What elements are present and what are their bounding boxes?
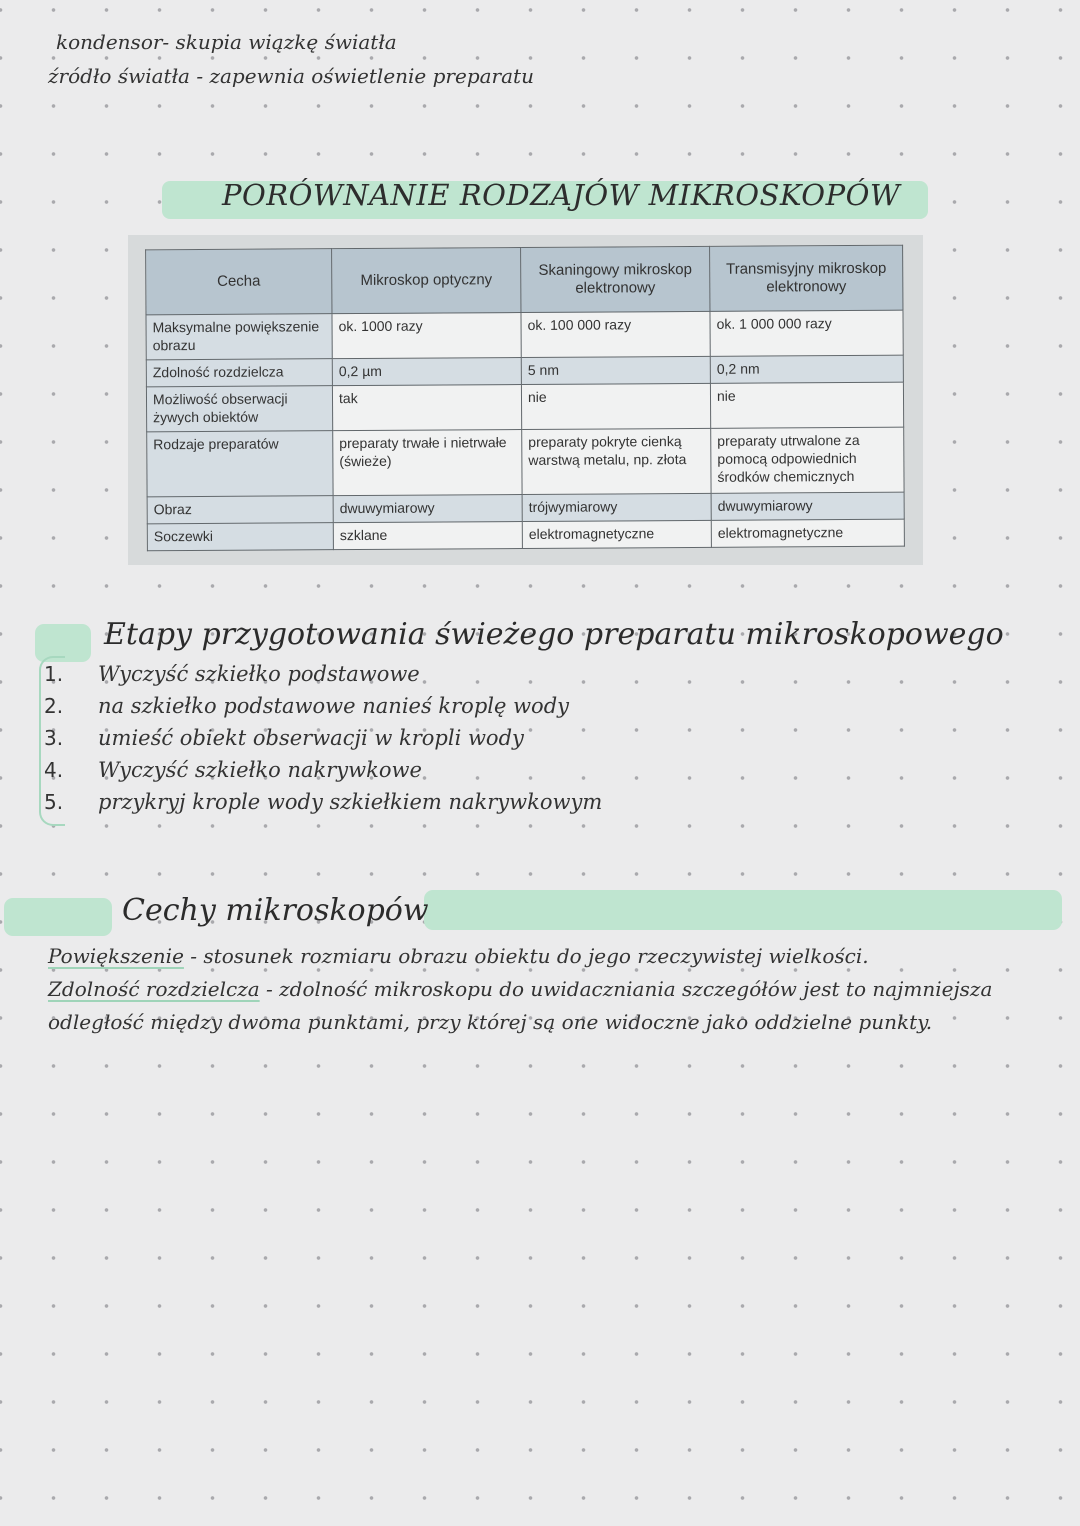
table-row-header: Zdolność rozdzielcza [146, 359, 332, 387]
features-highlight-left [4, 898, 112, 936]
definition-resolution-cont: odległość między dwoma punktami, przy której są one widoczne jako oddzielne punkty. [48, 1010, 933, 1034]
table-row-header: Soczewki [147, 523, 333, 551]
table-cell: ok. 1 000 000 razy [710, 310, 903, 356]
step-number: 3. [44, 726, 64, 750]
note-light-source: źródło światła - zapewnia oświetlenie preparatu [48, 64, 534, 88]
table-cell: nie [521, 383, 710, 429]
table-header-cell: Cecha [146, 249, 332, 315]
definition-magnification [48, 940, 1028, 973]
table-cell: elektromagnetyczne [711, 519, 904, 547]
table-header-cell: Transmisyjny mikroskop elektronowy [710, 245, 903, 311]
comparison-table [145, 245, 905, 552]
features-highlight-right [424, 890, 1062, 930]
table-cell: dwuwymiarowy [711, 492, 904, 520]
table-cell: 0,2 µm [332, 358, 521, 386]
table-header-row [146, 245, 903, 315]
table-row [147, 519, 904, 551]
step-text: na szkiełko podstawowe nanieś kroplę wody [98, 694, 570, 718]
table-row-header: Maksymalne powiększenie obrazu [146, 314, 332, 360]
term-resolution: Zdolność rozdzielcza [48, 977, 260, 1001]
table-cell: elektromagnetyczne [522, 520, 711, 548]
table-cell: tak [332, 385, 521, 431]
features-definitions [48, 940, 1028, 1039]
table-cell: ok. 1000 razy [332, 313, 521, 359]
definition-text: - stosunek rozmiaru obrazu obiektu do jego rzeczywistej wielkości. [183, 944, 869, 968]
table-cell: ok. 100 000 razy [521, 311, 710, 357]
table-cell: 0,2 nm [710, 355, 903, 383]
comparison-title: PORÓWNANIE RODZAJÓW MIKROSKOPÓW [222, 178, 901, 212]
table-cell: preparaty trwałe i nietrwałe (świeże) [333, 430, 522, 496]
table-cell: dwuwymiarowy [333, 495, 522, 523]
table-row [146, 310, 903, 360]
step-number: 2. [44, 694, 64, 718]
step-number: 5. [44, 790, 64, 814]
step-text: Wyczyść szkiełko podstawowe [98, 662, 420, 686]
step-text: umieść obiekt obserwacji w kropli wody [98, 726, 524, 750]
definition-resolution [48, 973, 1028, 1006]
table-row-header: Obraz [147, 496, 333, 524]
definition-text: - zdolność mikroskopu do uwidaczniania szczegółów jest to najmniejsza [259, 977, 993, 1001]
step-text: przykryj krople wody szkiełkiem nakrywkowym [98, 790, 603, 814]
table-row [146, 382, 903, 432]
step-number: 1. [44, 662, 64, 686]
comparison-table-photo [128, 235, 923, 565]
table-cell: preparaty utrwalone za pomocą odpowiednich środków chemicznych [711, 427, 904, 493]
table-row [147, 427, 904, 497]
table-row-header: Rodzaje preparatów [147, 431, 333, 497]
step-text: Wyczyść szkiełko nakrywkowe [98, 758, 422, 782]
step-number: 4. [44, 758, 64, 782]
table-cell: 5 nm [521, 356, 710, 384]
table-header-cell: Skaningowy mikroskop elektronowy [521, 246, 710, 312]
preparation-title: Etapy przygotowania świeżego preparatu mikroskopowego [104, 617, 1004, 652]
table-cell: trójwymiarowy [522, 493, 711, 521]
term-magnification: Powiększenie [48, 944, 184, 968]
table-row-header: Możliwość obserwacji żywych obiektów [146, 386, 332, 432]
table-cell: szklane [333, 522, 522, 550]
table-cell: preparaty pokryte cienką warstwą metalu, np. złota [522, 428, 711, 494]
features-title: Cechy mikroskopów [122, 893, 429, 928]
table-header-cell: Mikroskop optyczny [332, 248, 521, 314]
note-condenser: kondensor- skupia wiązkę światła [56, 30, 397, 54]
table-cell: nie [710, 382, 903, 428]
